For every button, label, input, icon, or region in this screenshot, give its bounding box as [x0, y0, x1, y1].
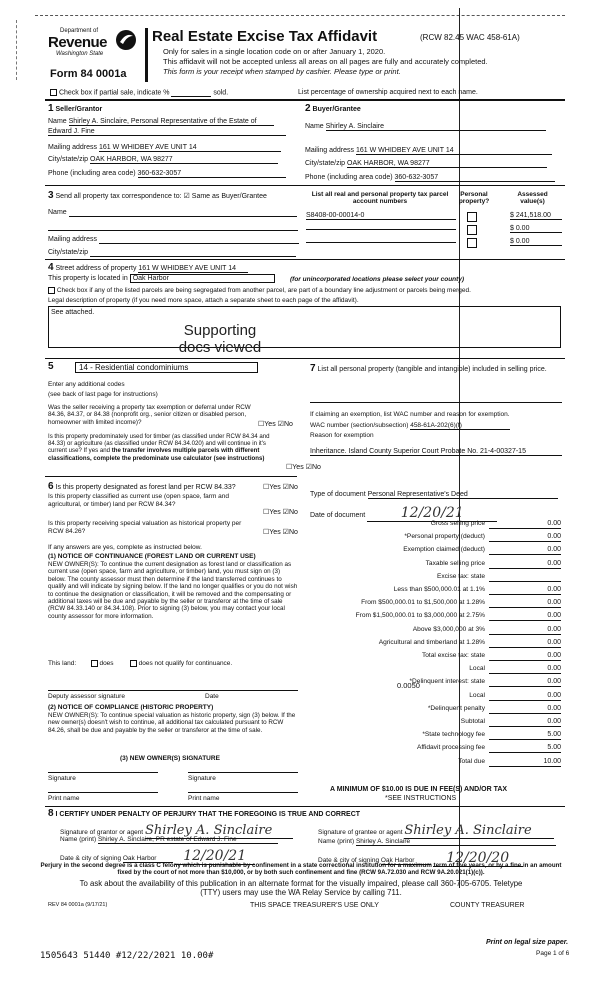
- calc-label: Local: [469, 665, 485, 673]
- revenue-swoosh-icon: [114, 28, 138, 52]
- supporting-docs-stamp: [165, 322, 275, 356]
- exemption-claim-label: If claiming an exemption, list WAC number and reason for exemption.: [310, 411, 510, 418]
- q1-no-checkbox[interactable]: ☑: [277, 421, 284, 428]
- seller-city-field[interactable]: OAK HARBOR, WA 98277: [90, 156, 278, 164]
- calc-row: [310, 571, 563, 583]
- rule-s4: [45, 259, 565, 260]
- alt-format-line2: (TTY) users may use the WA Relay Service by calling 711.: [200, 888, 402, 897]
- corr-name: Name: [48, 209, 297, 217]
- calc-label: Total due: [458, 757, 485, 765]
- seller-heading: 1 Seller/Grantor: [48, 103, 103, 114]
- grantor-name-row: Name (print) Shirley A. Sinclaire, PR estate of Edward J. Fine: [60, 836, 278, 844]
- grantee-sig-row: Signature of grantee or agent Shirley A. Sinclaire: [318, 823, 554, 839]
- header-line1: Only for sales in a single location code on or after January 1, 2020.: [163, 47, 386, 56]
- legal-paper-note: Print on legal size paper.: [486, 939, 569, 946]
- additional-codes-label: Enter any additional codes: [48, 381, 125, 388]
- rule-s5: [45, 358, 565, 359]
- notice3-heading: (3) NEW OWNER(S) SIGNATURE: [120, 755, 220, 762]
- header-divider: [145, 28, 148, 82]
- calc-value[interactable]: 0.00: [489, 612, 561, 621]
- dept-line2: Revenue: [48, 34, 108, 51]
- calc-row: [310, 558, 563, 570]
- corr-mail: Mailing address: [48, 236, 299, 244]
- notice1-text: NEW OWNER(S): To continue the current designation as forest land or classification as current use (open space, farm and agriculture, or timber) land, you must sign on (3) below. The county assessor must then determine if the land transferred continues to qualify and will indicate by signing below. If the land no longer qualifies or you do not wish to continue the designation or classification, it will be removed and the compensating or additional taxes will be due and payable by the seller or transferor at the time of sale (RCW 84.33.140 or 84.34.108). Prior to signing (3) below, you may contact your local county assessor for more information.: [48, 561, 298, 620]
- notice2-heading: (2) NOTICE OF COMPLIANCE (HISTORIC PROPERTY): [48, 704, 214, 711]
- buyer-mail: Mailing address 161 W WHIDBEY AVE UNIT 14: [305, 147, 552, 155]
- calc-value[interactable]: 0.00: [489, 599, 561, 608]
- notice1-heading: (1) NOTICE OF CONTINUANCE (FOREST LAND OR CURRENT USE): [48, 553, 256, 560]
- calc-value[interactable]: 10.00: [489, 758, 561, 767]
- land-qualify-row: This land: does does not qualify for continuance.: [48, 660, 233, 668]
- partial-sale-row: [50, 89, 228, 97]
- grantor-sig-row: Signature of grantor or agent Shirley A. Sinclaire: [60, 823, 293, 839]
- seller-name-field2[interactable]: Edward J. Fine: [48, 128, 286, 136]
- current-use-question: Is this property classified as current use (open space, farm and agricultural, or timber) land per RCW 84.34?: [48, 493, 230, 508]
- grantor-date-row: Date & city of signing Oak Harbor 12/20/21: [60, 848, 255, 865]
- calc-value[interactable]: 0.00: [489, 639, 561, 648]
- legal-desc-text: See attached.: [51, 309, 95, 316]
- calc-label: Excise tax: state: [436, 572, 485, 580]
- deputy-sig-label: Deputy assessor signature: [48, 693, 125, 700]
- additional-codes-note: (see back of last page for instructions): [48, 391, 158, 398]
- buyer-city-field[interactable]: OAK HARBOR, WA 98277: [347, 160, 547, 168]
- doc-type-row: Type of document Personal Representative's Deed: [310, 491, 558, 499]
- rev-number: REV 84 0001a (9/17/21): [48, 902, 108, 908]
- partial-sale-checkbox[interactable]: [50, 89, 57, 96]
- reason-label: Reason for exemption: [310, 432, 374, 439]
- land-does-not-checkbox[interactable]: [130, 660, 137, 667]
- personal-header: Personal property?: [458, 191, 490, 205]
- q6a-yes-checkbox[interactable]: ☐: [263, 484, 270, 491]
- corr-name-field[interactable]: [69, 209, 297, 217]
- assessed-value-field[interactable]: $ 241,518.00: [510, 212, 562, 220]
- grantee-name-field[interactable]: Shirley A. Sinclaire: [356, 838, 556, 846]
- deputy-sig-line: [48, 690, 298, 691]
- calc-row: [310, 584, 563, 596]
- doc-type-field[interactable]: Personal Representative's Deed: [368, 491, 558, 499]
- deputy-date-label: Date: [205, 693, 219, 700]
- q2-yes-checkbox[interactable]: ☐: [286, 464, 293, 471]
- street-address-row: 4 Street address of property 161 W WHIDBEY AVE UNIT 14: [48, 262, 248, 273]
- alt-format-line1: To ask about the availability of this publication in an alternate format for the visually impaired, please call 360-705-6705. Teletype: [79, 879, 523, 888]
- buyer-name-field[interactable]: Shirley A. Sinclaire: [326, 123, 546, 131]
- grantor-date-field[interactable]: 12/20/21: [175, 848, 255, 865]
- calc-label: Less than $500,000.01 at 1.1%: [393, 586, 485, 593]
- location-note: (for unincorporated locations please select your county): [290, 276, 465, 283]
- personal-property-line: [310, 402, 562, 403]
- q6c-yes-no: ☐Yes ☑No: [263, 529, 298, 536]
- parcel-header: List all real and personal property tax parcel account numbers: [311, 191, 449, 205]
- q2-yes-no: ☐Yes ☑No: [286, 464, 321, 471]
- minimum-note: A MINIMUM OF $10.00 IS DUE IN FEE(S) AND/OR TAX: [330, 786, 508, 793]
- buyer-phone: Phone (including area code) 360-632-3057: [305, 174, 555, 182]
- owner-print-label: Print name: [188, 795, 220, 802]
- calc-label: *State technology fee: [422, 731, 485, 739]
- owner-sig-line: [188, 772, 298, 773]
- calc-row: [310, 756, 563, 768]
- revenue-logo: [48, 28, 138, 57]
- seller-phone-field[interactable]: 360-632-3057: [138, 170, 286, 178]
- partial-sale-label: Check box if partial sale, indicate %: [58, 89, 170, 97]
- grantor-signature[interactable]: Shirley A. Sinclaire: [145, 823, 293, 839]
- location-select[interactable]: Oak Harbor: [130, 274, 275, 283]
- calc-row: [310, 637, 563, 649]
- grantee-date-row: Date & city of signing Oak Harbor 12/20/20: [318, 850, 523, 867]
- owner-print-line: [188, 792, 298, 793]
- location-row: This property is located in Oak Harbor: [48, 274, 275, 283]
- calc-value[interactable]: 0.00: [489, 533, 561, 542]
- owner-print-label: Print name: [48, 795, 80, 802]
- owner-sig-label: Signature: [188, 775, 216, 782]
- grantee-name-row: Name (print) Shirley A. Sinclaire: [318, 838, 556, 846]
- buyer-phone-field[interactable]: 360-632-3057: [395, 174, 555, 182]
- calc-row: [310, 597, 563, 609]
- calc-row: [310, 624, 563, 636]
- q2-no-checkbox[interactable]: ☑: [305, 464, 312, 471]
- seller-name-field[interactable]: Shirley A. Sinclaire, Personal Representative of the Estate of: [69, 118, 274, 126]
- assessed-header: Assessed value(s): [517, 191, 548, 205]
- calc-value[interactable]: 0.00: [489, 678, 561, 687]
- calc-label: Agricultural and timberland at 1.28%: [378, 638, 485, 646]
- calc-label: From $500,000.01 to $1,500,000 at 1.28%: [361, 599, 485, 607]
- q6c-no-checkbox[interactable]: ☑: [282, 529, 289, 536]
- s5-number: 5: [48, 361, 54, 372]
- calc-label: Affidavit processing fee: [416, 744, 485, 752]
- corr-mail-field[interactable]: [99, 236, 299, 244]
- stamp-line2: docs viewed: [178, 339, 262, 356]
- q6b-yes-no: ☐Yes ☑No: [263, 509, 298, 516]
- calc-label: Gross selling price: [430, 520, 485, 527]
- land-does-checkbox[interactable]: [91, 660, 98, 667]
- calc-row: [310, 663, 563, 675]
- calc-row: [310, 676, 563, 688]
- corr-city: City/state/zip: [48, 249, 296, 257]
- left-margin-line: [16, 20, 17, 80]
- rule-s8: [45, 806, 565, 807]
- ownership-note: List percentage of ownership acquired next to each name.: [298, 89, 478, 96]
- calc-value[interactable]: 0.00: [489, 586, 561, 595]
- buyer-city: City/state/zip OAK HARBOR, WA 98277: [305, 160, 547, 168]
- corr-blank-line: [48, 230, 298, 231]
- grantee-date-field[interactable]: 12/20/20: [433, 850, 523, 867]
- form-title: Real Estate Excise Tax Affidavit: [152, 28, 378, 45]
- rule-s6: [45, 476, 297, 477]
- assessed-value-field[interactable]: $ 0.00: [510, 238, 562, 246]
- local-rate: 0.0050: [397, 681, 420, 690]
- calc-value[interactable]: 0.00: [489, 546, 561, 555]
- calc-value[interactable]: 0.00: [489, 626, 561, 635]
- wac-row: WAC number (section/subsection) 458-61A-202(6)(f): [310, 422, 510, 430]
- header-rule: [45, 99, 565, 101]
- calc-row: [310, 544, 563, 556]
- certify-row: 8 I CERTIFY UNDER PENALTY OF PERJURY THAT THE FOREGOING IS TRUE AND CORRECT: [48, 808, 361, 819]
- personal-property-checkbox[interactable]: [467, 238, 477, 248]
- exemption-question: Was the seller receiving a property tax exemption or deferral under RCW 84.36, 84.37, or 84.38 (nonprofit org., senior citizen or disabled person, homeowner with limited income)?: [48, 404, 251, 426]
- q6b-no-checkbox[interactable]: ☑: [282, 509, 289, 516]
- page-number: Page 1 of 6: [536, 950, 570, 957]
- rcw-ref: (RCW 82.45 WAC 458-61A): [420, 33, 520, 42]
- owner-sig-line: [48, 772, 158, 773]
- q1-yes-checkbox[interactable]: ☐: [258, 421, 265, 428]
- historic-question: Is this property receiving special valuation as historical property per RCW 84.26?: [48, 520, 242, 535]
- calc-label: From $1,500,000.01 to $3,000,000 at 2.75%: [355, 612, 485, 620]
- seller-phone: Phone (including area code) 360-632-3057: [48, 170, 286, 178]
- owner-sig-label: Signature: [48, 775, 76, 782]
- parcel-number-field[interactable]: [306, 229, 456, 230]
- partial-pct-field[interactable]: [171, 89, 211, 97]
- calc-row: [310, 650, 563, 662]
- dept-line3: Washington State: [56, 51, 104, 57]
- q6c-yes-checkbox[interactable]: ☐: [263, 529, 270, 536]
- seller-name: Name Shirley A. Sinclaire, Personal Representative of the Estate of: [48, 118, 288, 126]
- calc-label: *Delinquent penalty: [427, 704, 485, 712]
- header-line3: This form is your receipt when stamped by cashier. Please type or print.: [163, 67, 401, 76]
- assessed-value-field[interactable]: $ 0.00: [510, 225, 562, 233]
- calc-value[interactable]: 0.00: [489, 692, 561, 701]
- q1-yes-no: ☐Yes ☑No: [258, 421, 293, 428]
- calc-label: Above $3,000,000 at 3%: [412, 625, 485, 633]
- calc-row: [310, 729, 563, 741]
- grantor-city-field[interactable]: Oak Harbor: [123, 855, 173, 863]
- q6a-no-checkbox[interactable]: ☑: [282, 484, 289, 491]
- seller-name-cont: [48, 128, 288, 136]
- correspondence-row: 3 Send all property tax correspondence to: ☑ Same as Buyer/Grantee: [48, 190, 267, 201]
- calc-row: [310, 610, 563, 622]
- top-border: [35, 15, 565, 16]
- q6a-yes-no: ☐Yes ☑No: [263, 484, 298, 491]
- see-instructions: *SEE INSTRUCTIONS: [385, 795, 457, 802]
- parcel-row: [306, 238, 456, 245]
- dept-line1: Department of: [60, 28, 99, 34]
- header-line2: This affidavit will not be accepted unless all areas on all pages are fully and accurately completed.: [163, 57, 488, 66]
- buyer-mail-field[interactable]: 161 W WHIDBEY AVE UNIT 14: [356, 147, 552, 155]
- segregation-row: Check box if any of the listed parcels are being segregated from another parcel, are part of a boundary line adjustment or parcels being merged.: [48, 287, 568, 294]
- q6b-yes-checkbox[interactable]: ☐: [263, 509, 270, 516]
- timber-question: Is this property predominately used for timber (as classified under RCW 84.34 and 84.33) or agriculture (as classified under RCW 84.34.020) and will continue in it's current use? If yes and the transfer involves multiple parcels with different classifications, complete the predominate use calculator (see instructions): [48, 433, 270, 462]
- calc-row: [310, 531, 563, 543]
- stamp-line1: Supporting: [183, 322, 257, 339]
- parcel-row: [306, 212, 456, 220]
- same-as-buyer-checkbox[interactable]: ☑: [183, 193, 190, 200]
- doc-date-field[interactable]: 12/20/21: [367, 505, 497, 522]
- calc-label: Exemption claimed (deduct): [403, 546, 485, 554]
- calc-label: *Personal property (deduct): [404, 533, 485, 541]
- calc-row: [310, 703, 563, 715]
- calc-label: *Delinquent interest: state: [409, 678, 485, 686]
- assessed-row: [510, 238, 562, 246]
- grantor-name-field[interactable]: Shirley A. Sinclaire, PR estate of Edward J. Fine: [98, 836, 278, 844]
- rule-s3: [45, 185, 565, 186]
- assessed-row: [510, 212, 562, 220]
- form-number: Form 84 0001a: [50, 68, 127, 80]
- calc-value[interactable]: 0.00: [489, 665, 561, 674]
- corr-city-field[interactable]: [90, 249, 296, 257]
- calc-value[interactable]: 5.00: [489, 731, 561, 740]
- grantee-signature[interactable]: Shirley A. Sinclaire: [404, 823, 554, 839]
- calc-value[interactable]: [489, 573, 561, 582]
- calc-row: [310, 716, 563, 728]
- calc-value[interactable]: 0.00: [489, 520, 561, 529]
- parcel-number-field[interactable]: [306, 242, 456, 243]
- reason-row: [310, 448, 565, 456]
- calc-value[interactable]: 0.00: [489, 652, 561, 661]
- forest-question: 6 Is this property designated as forest land per RCW 84.33?: [48, 481, 236, 492]
- calc-value[interactable]: 5.00: [489, 744, 561, 753]
- personal-property-list: 7 List all personal property (tangible and intangible) included in selling price.: [310, 363, 547, 374]
- calc-row: [310, 518, 563, 530]
- buyer-heading: 2 Buyer/Grantee: [305, 103, 361, 114]
- segregation-checkbox[interactable]: [48, 287, 55, 294]
- seller-mail: Mailing address 161 W WHIDBEY AVE UNIT 14: [48, 144, 281, 152]
- seller-city: City/state/zip OAK HARBOR, WA 98277: [48, 156, 278, 164]
- answers-note: If any answers are yes, complete as instructed below.: [48, 544, 202, 551]
- owner-print-line: [48, 792, 158, 793]
- reason-field[interactable]: Inheritance. Island County Superior Court Probate No. 21-4-00327-15: [310, 448, 562, 456]
- legal-desc-label: Legal description of property (if you need more space, attach a separate sheet to each page of the affidavit).: [48, 297, 359, 304]
- street-address-field[interactable]: 161 W WHIDBEY AVE UNIT 14: [138, 265, 248, 273]
- partial-sold-label: sold.: [213, 89, 229, 97]
- notice2-text: NEW OWNER(S): To continue special valuation as historic property, sign (3) below. If the new owner(s) doesn't wish to continue, all additional tax calculated pursuant to RCW 84.26, shall be due and payable by the seller or transferor at the time of sale.: [48, 712, 296, 734]
- calc-label: Taxable selling price: [425, 559, 485, 567]
- personal-property-checkbox[interactable]: [467, 212, 477, 222]
- county-treasurer: COUNTY TREASURER: [450, 902, 525, 909]
- seller-mail-field[interactable]: 161 W WHIDBEY AVE UNIT 14: [99, 144, 281, 152]
- recording-stamp: 1505643 51440 #12/22/2021 10.00#: [40, 951, 214, 961]
- personal-property-checkbox[interactable]: [467, 225, 477, 235]
- calc-row: [310, 690, 563, 702]
- land-use-code-select[interactable]: 14 - Residential condominiums: [75, 362, 258, 373]
- calc-label: Total excise tax: state: [421, 652, 485, 659]
- grantee-city-field[interactable]: Oak Harbor: [381, 857, 431, 865]
- doc-date-row: Date of document 12/20/21: [310, 505, 497, 522]
- calc-row: [310, 742, 563, 754]
- calc-value[interactable]: 0.00: [489, 560, 561, 569]
- calc-value[interactable]: 0.00: [489, 718, 561, 727]
- legal-desc-box[interactable]: [48, 306, 561, 348]
- treasurer-use: THIS SPACE TREASURER'S USE ONLY: [250, 902, 379, 909]
- wac-field[interactable]: 458-61A-202(6)(f): [410, 422, 510, 430]
- buyer-name: Name Shirley A. Sinclaire: [305, 123, 546, 131]
- calc-value[interactable]: 0.00: [489, 705, 561, 714]
- calc-label: Local: [469, 691, 485, 699]
- parcel-row: [306, 225, 456, 232]
- perjury-notice: Perjury in the second degree is a class C felony which is punishable by confinement in a state correctional institution for a maximum term of five years, or by a fine in an amount fixed by the court of not more than $10,000, or by both such confinement and fine (RCW 9A.72.030 and RCW 9A.20.021(1)(c)).: [40, 862, 562, 877]
- calc-label: Subtotal: [460, 718, 485, 725]
- parcel-number-field[interactable]: S8408-00-00014-0: [306, 212, 456, 220]
- assessed-row: [510, 225, 562, 233]
